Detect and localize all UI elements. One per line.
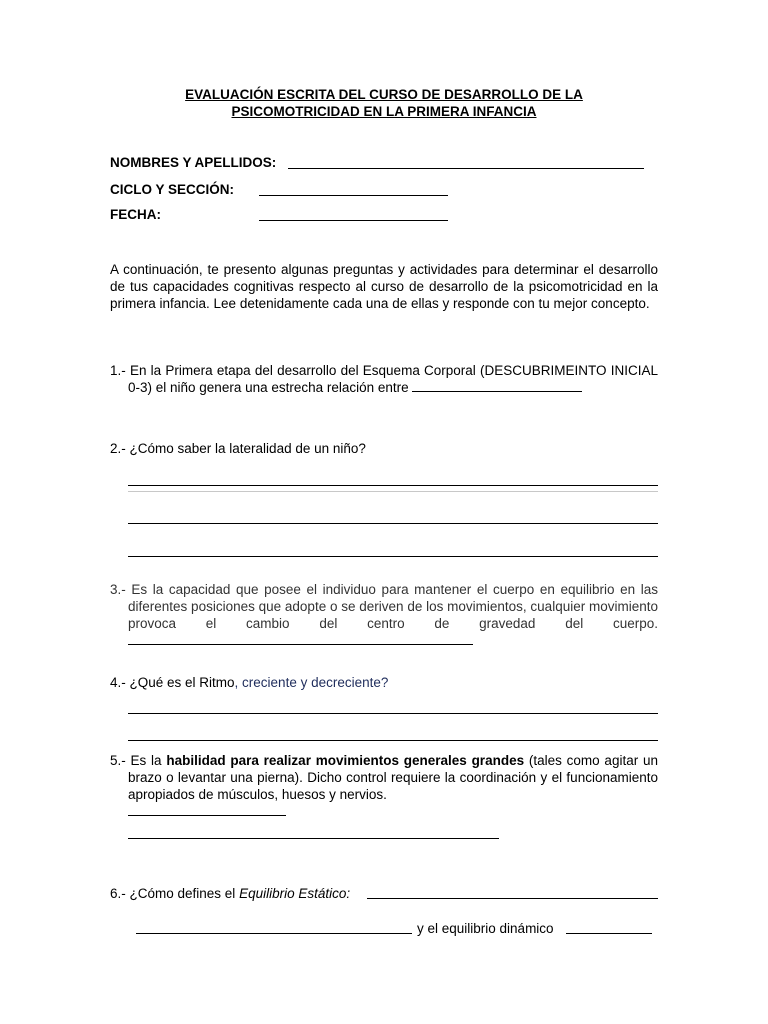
question-5-bold: habilidad para realizar movimientos generales grandes bbox=[166, 753, 525, 768]
question-1-text: 1.- En la Primera etapa del desarrollo del Esquema Corporal (DESCUBRIMEINTO INICIAL 0-3) el niño genera una estrecha relación entre bbox=[110, 363, 658, 395]
question-2-text: 2.- ¿Cómo saber la lateralidad de un niño? bbox=[110, 441, 366, 456]
question-1-blank[interactable] bbox=[412, 379, 582, 392]
cycle-label: CICLO Y SECCIÓN: bbox=[110, 182, 235, 197]
question-6-blank-2[interactable] bbox=[136, 933, 412, 934]
question-2-answer-line-3[interactable] bbox=[128, 556, 658, 557]
document-title bbox=[110, 86, 658, 120]
cycle-blank[interactable] bbox=[259, 195, 448, 196]
question-5-suffix: (tales como agitar un brazo o levantar una pierna). Dicho control requiere la coordinación y el funcionamiento apropiados de músculos, huesos y nervios. bbox=[128, 753, 658, 802]
question-5-prefix: 5.- Es la bbox=[110, 753, 167, 768]
question-6 bbox=[110, 885, 658, 902]
question-2-answer-line-2[interactable] bbox=[128, 523, 658, 524]
question-2 bbox=[110, 440, 658, 457]
title-line-2: PSICOMOTRICIDAD EN LA PRIMERA INFANCIA bbox=[231, 104, 537, 119]
question-5-answer-line-1[interactable] bbox=[128, 815, 286, 816]
date-blank[interactable] bbox=[259, 220, 448, 221]
date-label: FECHA: bbox=[110, 207, 161, 222]
question-4-text-b: , creciente y decreciente? bbox=[234, 675, 389, 690]
names-blank[interactable] bbox=[288, 168, 644, 169]
question-6-line-2 bbox=[417, 920, 577, 937]
question-5-answer-line-2[interactable] bbox=[128, 838, 499, 839]
question-3-text: 3.- Es la capacidad que posee el individuo para mantener el cuerpo en equilibrio en las diferentes posiciones que adopte o se deriven de los movimientos, cualquier movimiento provoca el cambio del centro de gravedad del cuerpo. bbox=[110, 582, 658, 631]
question-6-blank-1[interactable] bbox=[367, 898, 658, 899]
question-2-answer-line-1[interactable] bbox=[128, 485, 658, 486]
question-2-divider bbox=[128, 491, 658, 492]
intro-paragraph: A continuación, te presento algunas preguntas y actividades para determinar el desarrollo de tus capacidades cognitivas respecto al curso de desarrollo de la psicomotricidad en la primera infancia. Lee detenidamente cada una de ellas y responde con tu mejor concepto. bbox=[110, 262, 658, 311]
question-4-text-a: 4.- ¿Qué es el Ritmo bbox=[110, 675, 235, 690]
question-3 bbox=[110, 581, 658, 649]
question-6-prefix: 6.- ¿Cómo defines el bbox=[110, 886, 240, 901]
question-4 bbox=[110, 674, 658, 691]
question-3-blank[interactable] bbox=[128, 632, 473, 645]
question-1 bbox=[110, 362, 658, 396]
question-6-line-2-text: y el equilibrio dinámico bbox=[417, 921, 554, 936]
names-label: NOMBRES Y APELLIDOS: bbox=[110, 155, 277, 170]
question-4-answer-line-2[interactable] bbox=[128, 740, 658, 741]
question-6-blank-3[interactable] bbox=[566, 933, 652, 934]
title-line-1: EVALUACIÓN ESCRITA DEL CURSO DE DESARROLLO DE LA bbox=[185, 87, 583, 102]
question-6-italic: Equilibrio Estático: bbox=[239, 886, 351, 901]
question-5 bbox=[110, 752, 658, 803]
question-4-answer-line-1[interactable] bbox=[128, 713, 658, 714]
